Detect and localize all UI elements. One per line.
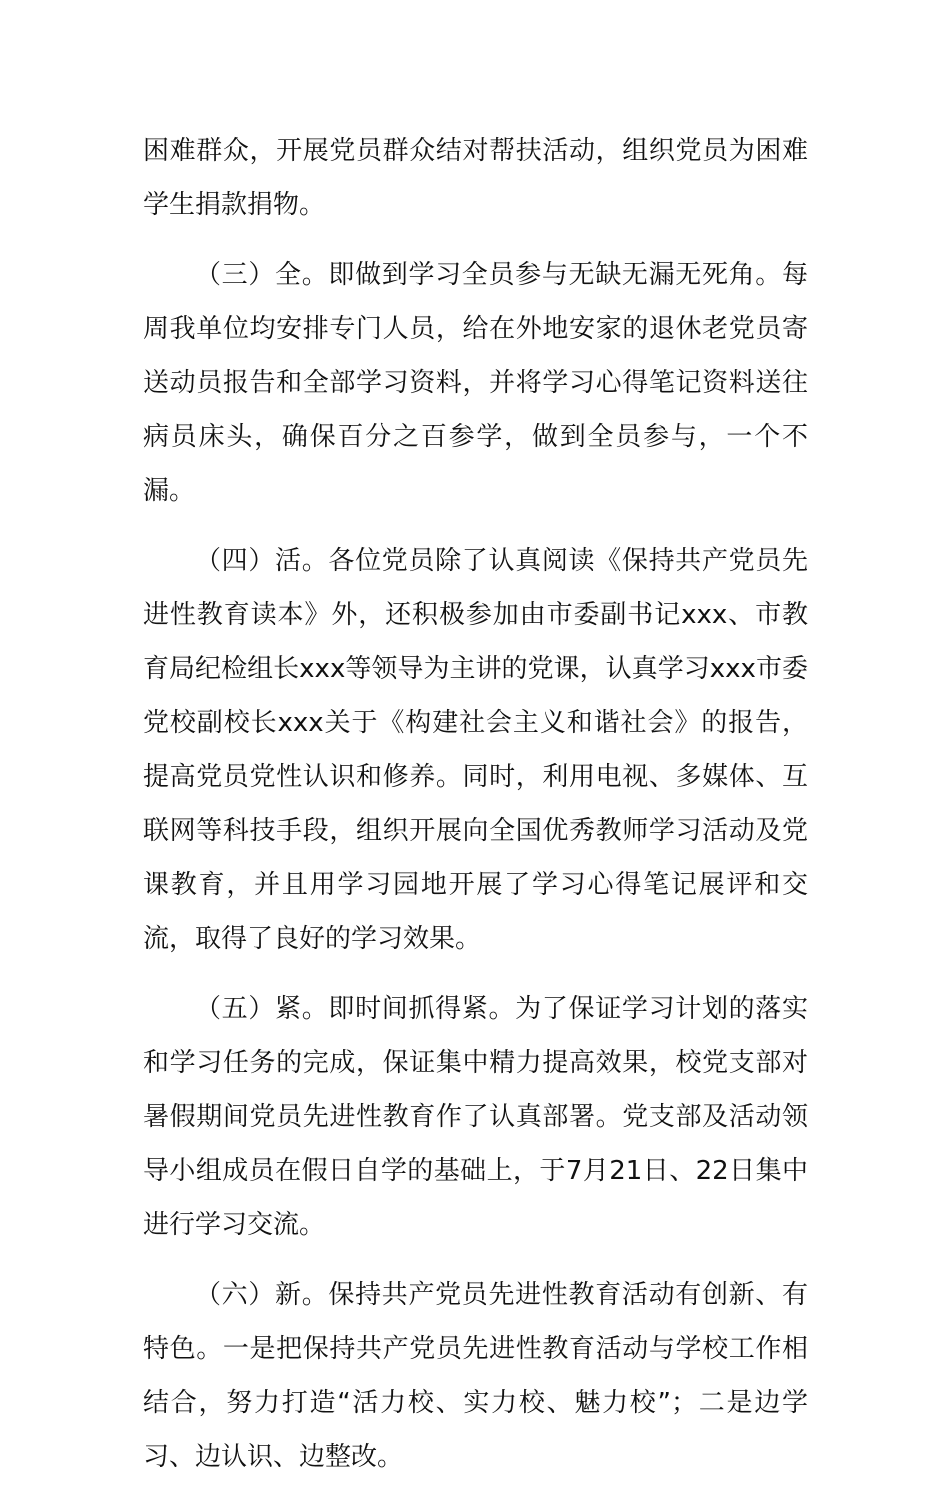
document-body — [143, 124, 808, 1500]
paragraph-section-5: （五）紧。即时间抓得紧。为了保证学习计划的落实和学习任务的完成，保证集中精力提高效果，校党支部对暑假期间党员先进性教育作了认真部署。党支部及活动领导小组成员在假日自学的基础上，于7月21日、22日集中进行学习交流。 — [143, 994, 808, 1240]
paragraph-continuation: 困难群众，开展党员群众结对帮扶活动，组织党员为困难学生捐款捐物。 — [143, 136, 808, 220]
paragraph-section-6: （六）新。保持共产党员先进性教育活动有创新、有特色。一是把保持共产党员先进性教育活动与学校工作相结合，努力打造“活力校、实力校、魅力校”；二是边学习、边认识、边整改。 — [143, 1280, 808, 1472]
paragraph-section-4: （四）活。各位党员除了认真阅读《保持共产党员先进性教育读本》外，还积极参加由市委副书记xxx、市教育局纪检组长xxx等领导为主讲的党课，认真学习xxx市委党校副校长xxx关于《构建社会主义和谐社会》的报告，提高党员党性认识和修养。同时，利用电视、多媒体、互联网等科技手段，组织开展向全国优秀教师学习活动及党课教育，并且用学习园地开展了学习心得笔记展评和交流，取得了良好的学习效果。 — [143, 546, 808, 954]
paragraph-section-3: （三）全。即做到学习全员参与无缺无漏无死角。每周我单位均安排专门人员，给在外地安家的退休老党员寄送动员报告和全部学习资料，并将学习心得笔记资料送往病员床头，确保百分之百参学，做到全员参与，一个不漏。 — [143, 260, 808, 506]
